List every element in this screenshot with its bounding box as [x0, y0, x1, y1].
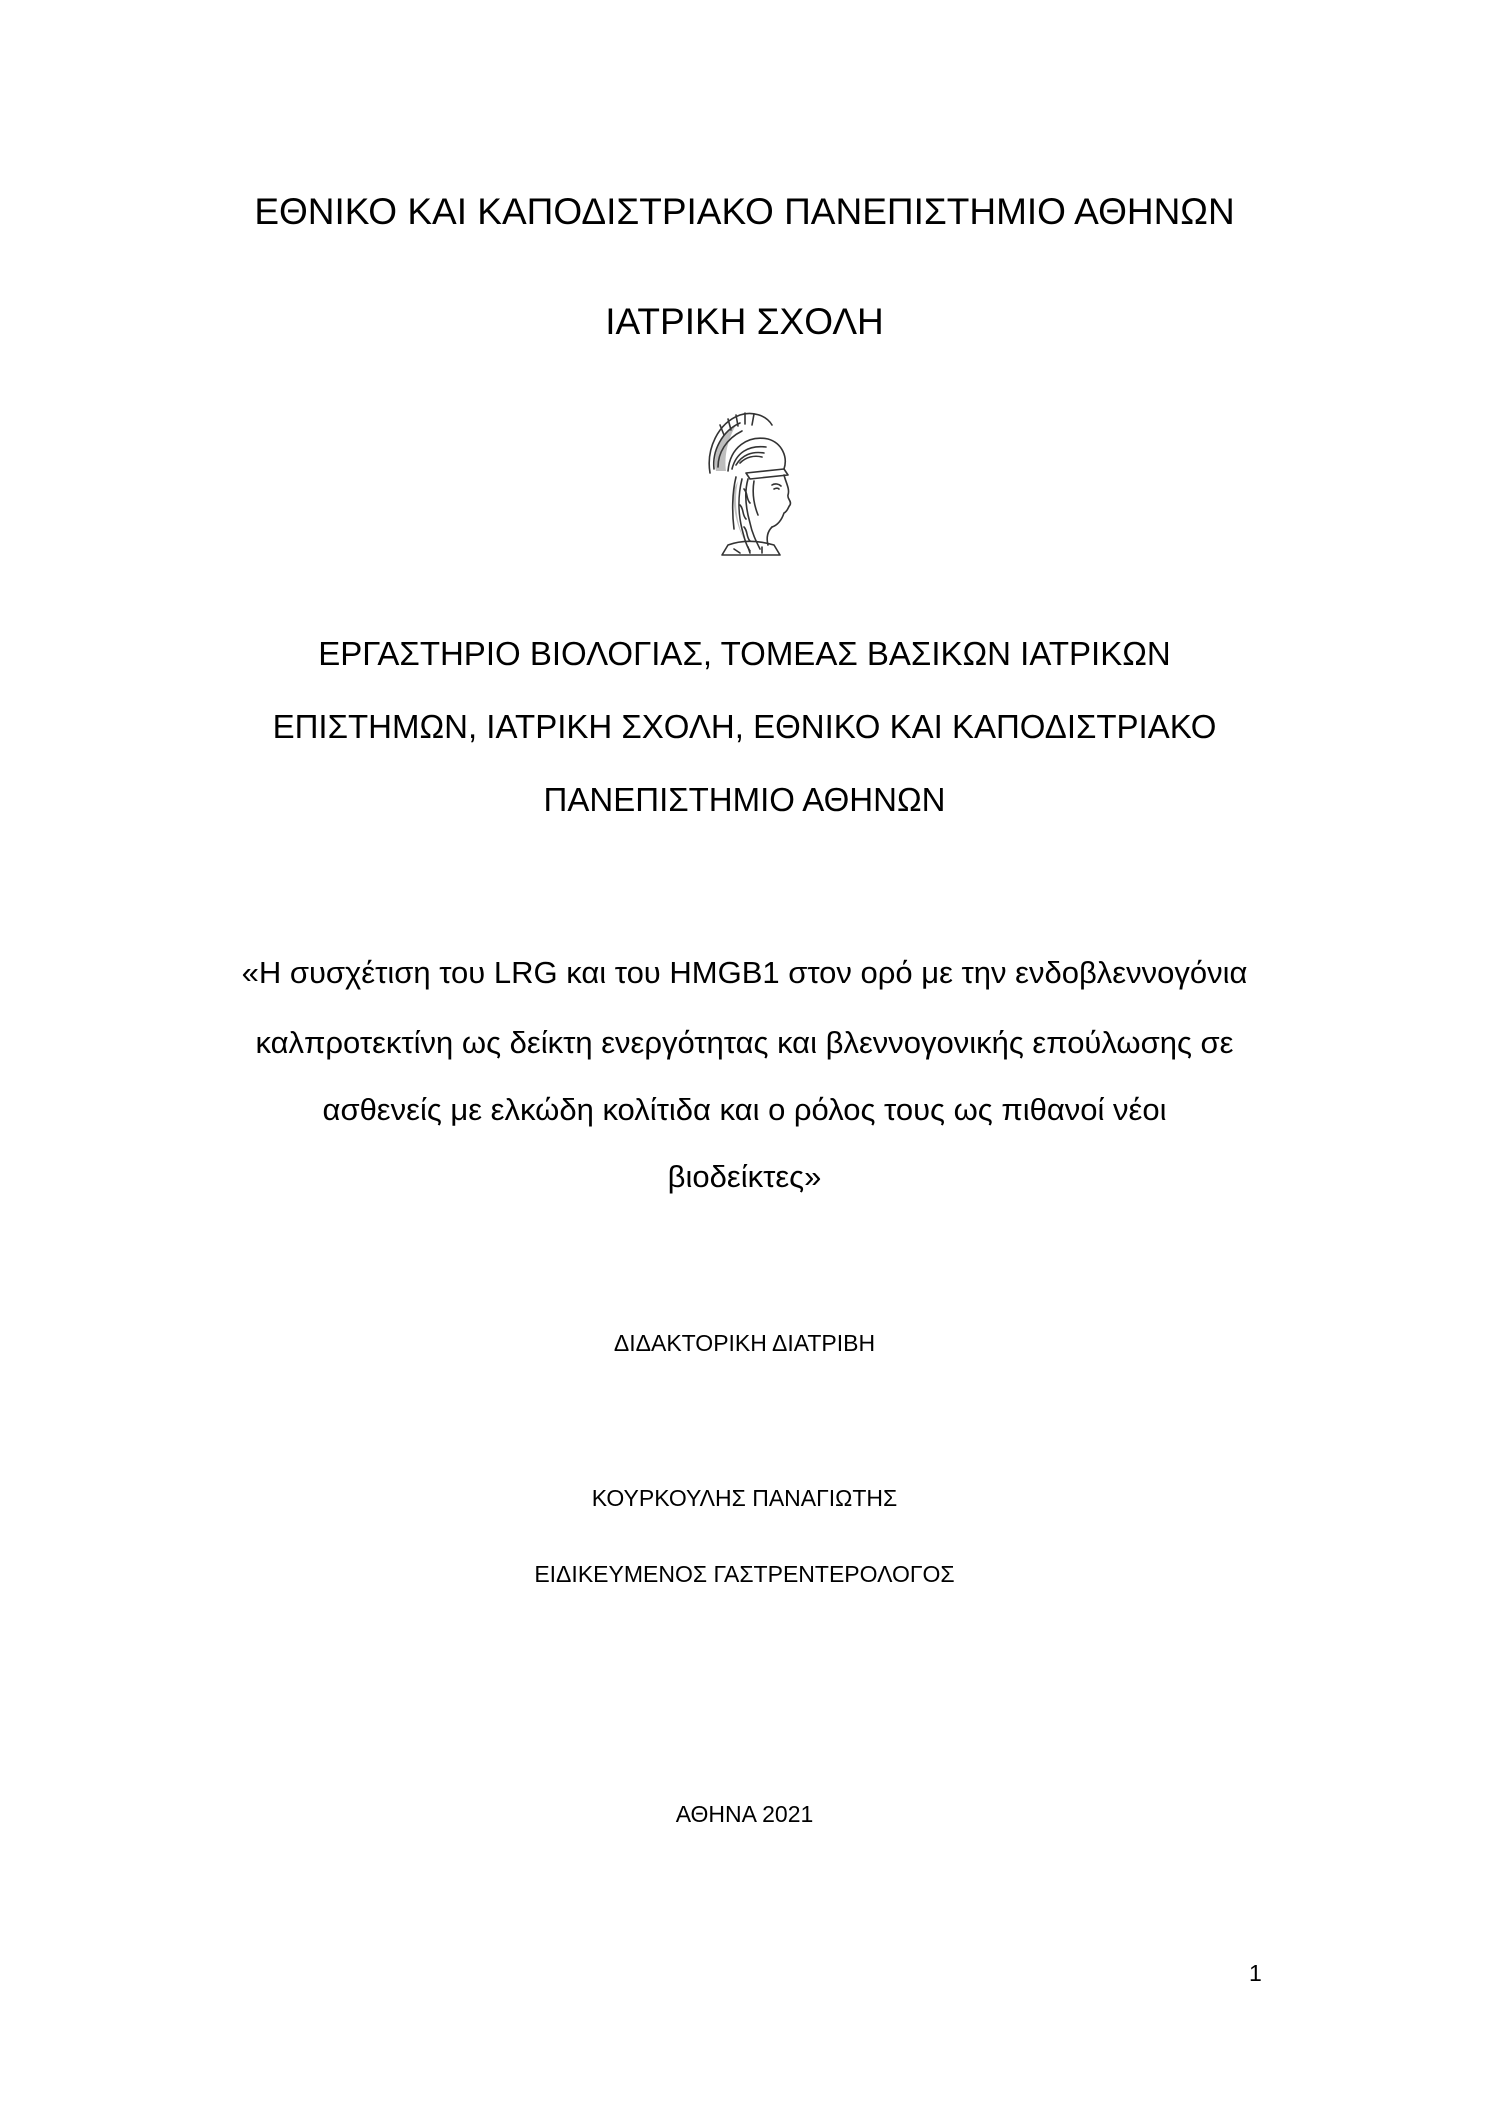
place-year: ΑΘΗΝΑ 2021 — [675, 1801, 814, 1827]
university-name: ΕΘΝΙΚΟ ΚΑΙ ΚΑΠΟΔΙΣΤΡΙΑΚΟ ΠΑΝΕΠΙΣΤΗΜΙΟ ΑΘΗΝΩΝ — [254, 191, 1235, 232]
laboratory-line-2: ΕΠΙΣΤΗΜΩΝ, ΙΑΤΡΙΚΗ ΣΧΟΛΗ, ΕΘΝΙΚΟ ΚΑΙ ΚΑΠΟΔΙΣΤΡΙΑΚΟ — [272, 708, 1217, 745]
thesis-title-line-1: «Η συσχέτιση του LRG και του HMGB1 στον ορό με την ενδοβλεννογόνια — [241, 955, 1248, 990]
author-specialty: ΕΙΔΙΚΕΥΜΕΝΟΣ ΓΑΣΤΡΕΝΤΕΡΟΛΟΓΟΣ — [534, 1561, 955, 1587]
thesis-title-line-3: ασθενείς με ελκώδη κολίτιδα και ο ρόλος τους ως πιθανοί νέοι — [322, 1092, 1167, 1127]
thesis-title-line-4: βιοδείκτες» — [667, 1159, 822, 1194]
laboratory-line-1: ΕΡΓΑΣΤΗΡΙΟ ΒΙΟΛΟΓΙΑΣ, ΤΟΜΕΑΣ ΒΑΣΙΚΩΝ ΙΑΤΡΙΚΩΝ — [318, 635, 1171, 672]
thesis-type: ΔΙΔΑΚΤΟΡΙΚΗ ΔΙΑΤΡΙΒΗ — [613, 1330, 876, 1356]
athena-head-emblem-icon — [688, 409, 798, 557]
school-name: ΙΑΤΡΙΚΗ ΣΧΟΛΗ — [605, 301, 884, 342]
page-number: 1 — [1249, 1960, 1262, 1986]
laboratory-line-3: ΠΑΝΕΠΙΣΤΗΜΙΟ ΑΘΗΝΩΝ — [543, 781, 946, 818]
author-name: ΚΟΥΡΚΟΥΛΗΣ ΠΑΝΑΓΙΩΤΗΣ — [591, 1485, 898, 1511]
thesis-title-line-2: καλπροτεκτίνη ως δείκτη ενεργότητας και βλεννογονικής επούλωσης σε — [255, 1025, 1234, 1060]
